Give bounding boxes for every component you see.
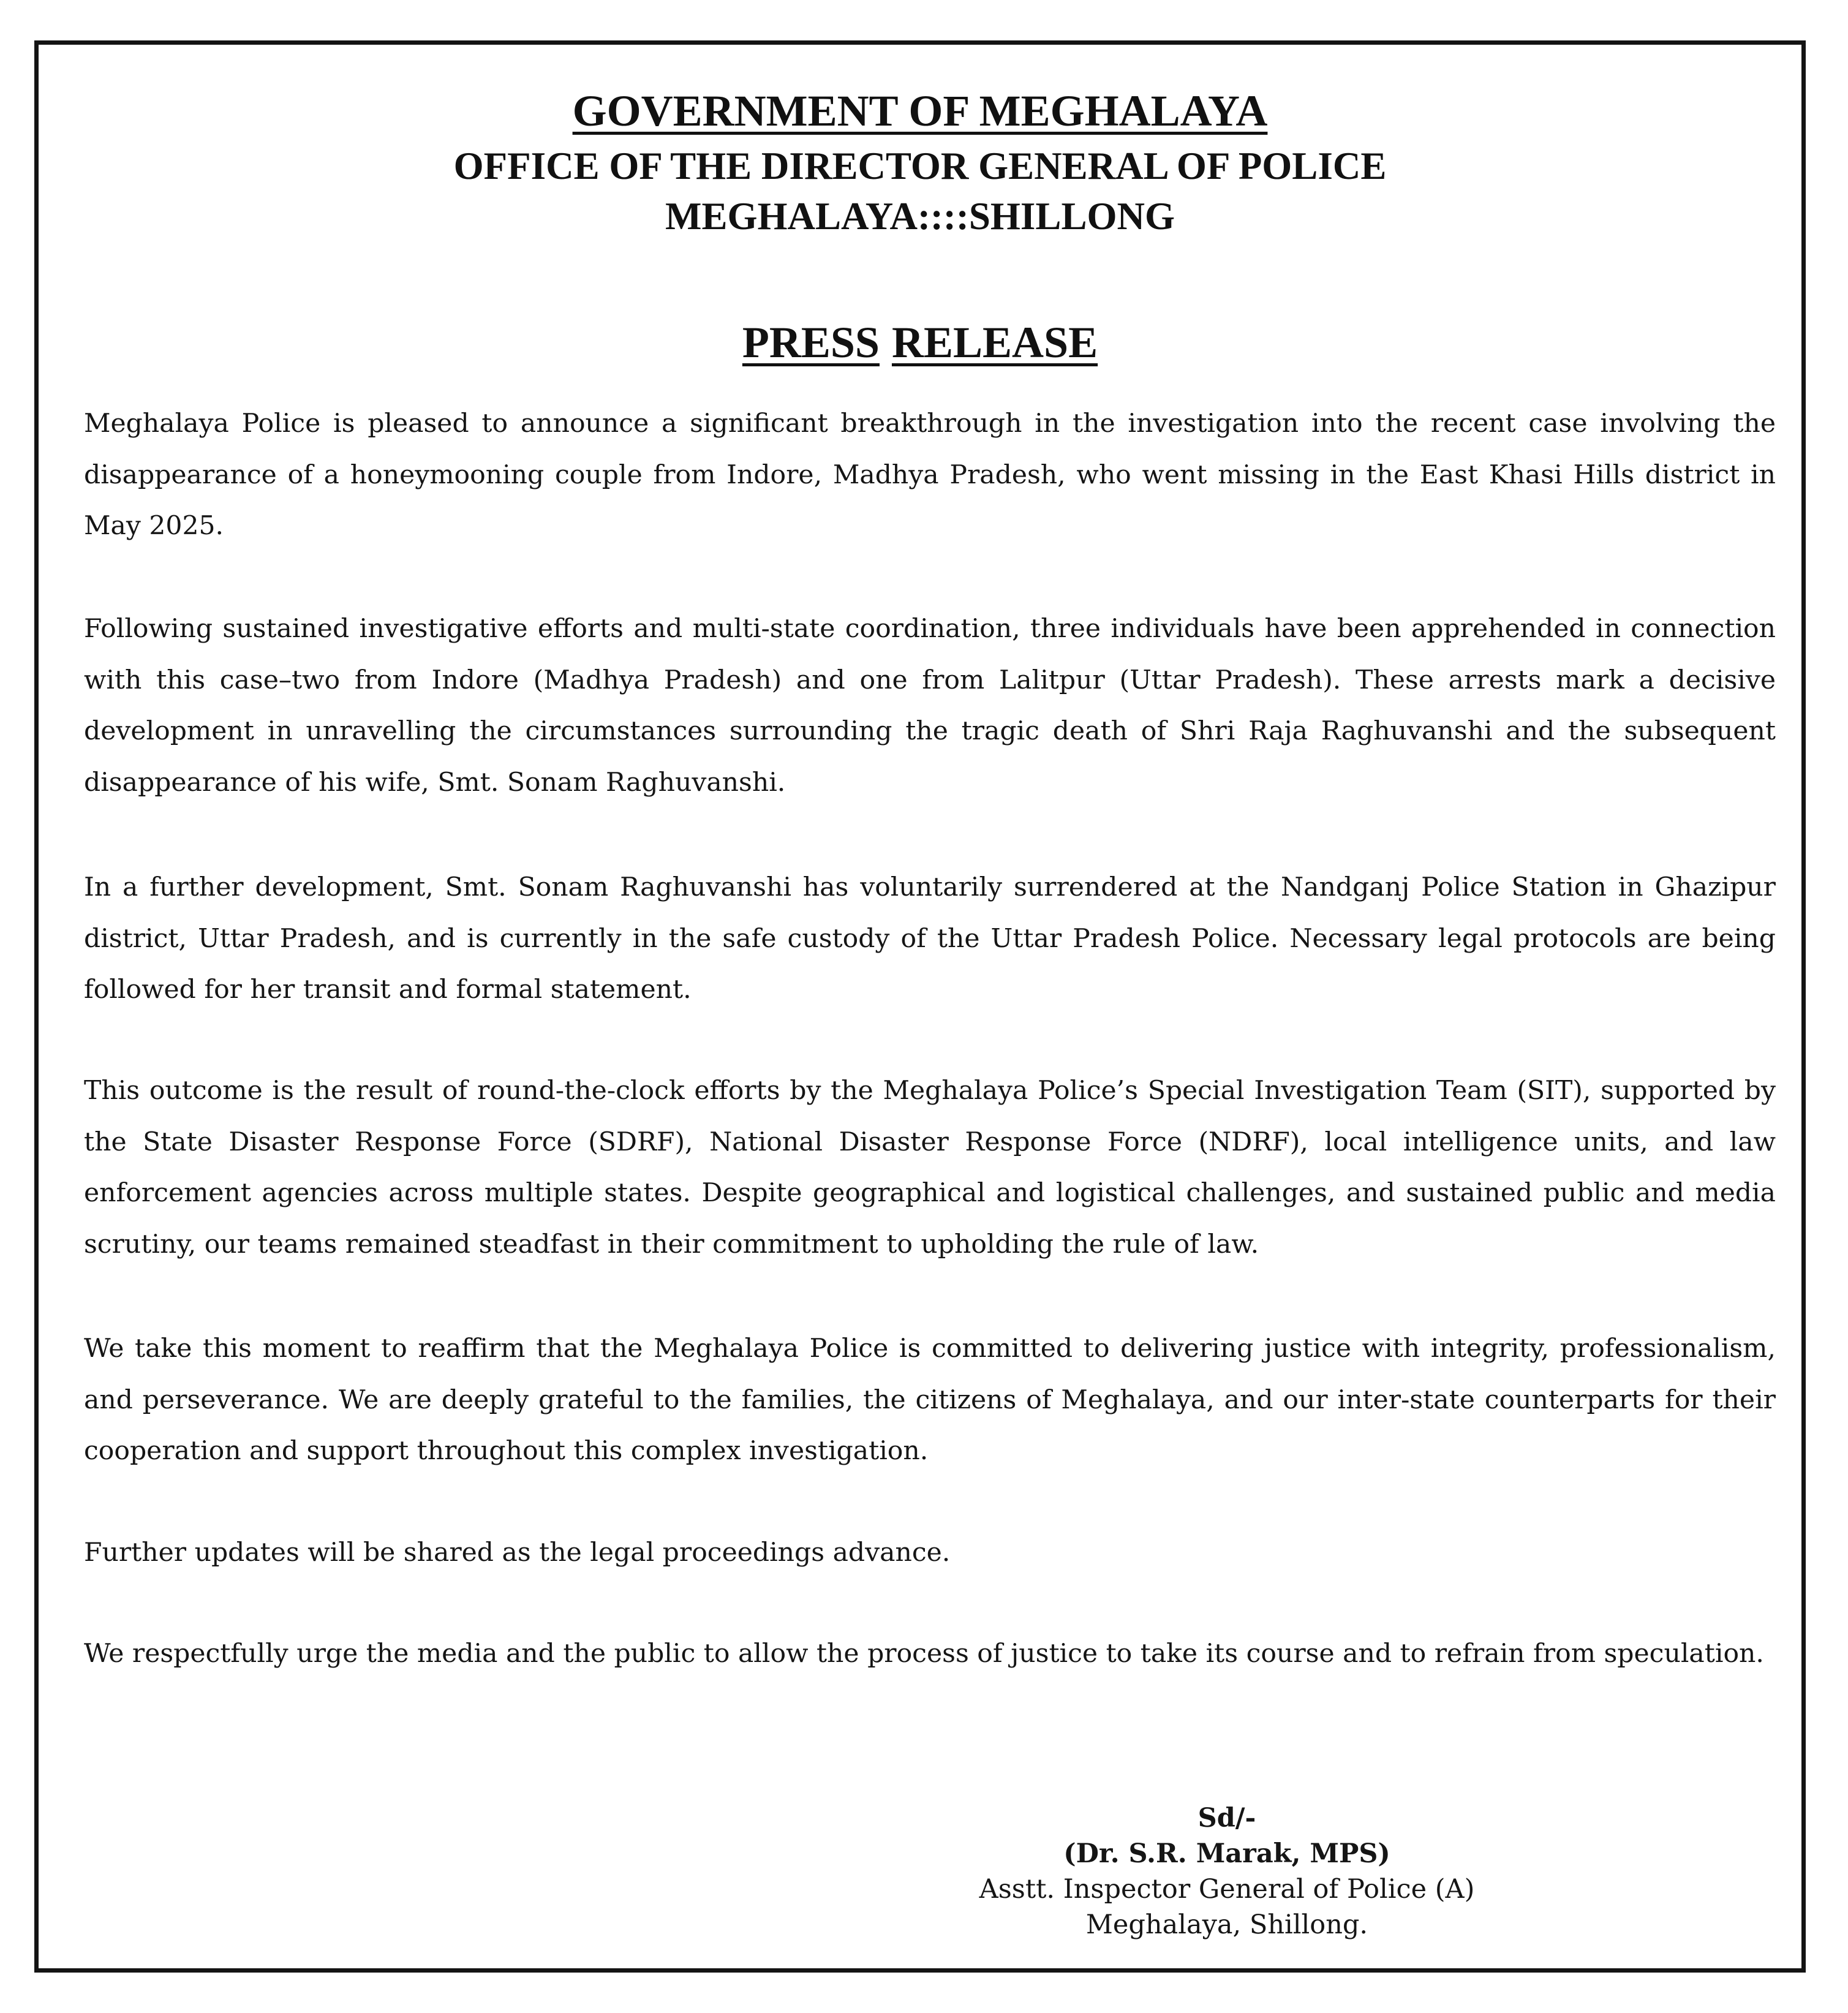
location-heading: MEGHALAYA::::SHILLONG xyxy=(665,195,1175,238)
signatory-place: Meghalaya, Shillong. xyxy=(1085,1909,1368,1940)
document-border xyxy=(34,40,1806,1973)
paragraph-surrender: In a further development, Smt. Sonam Raghuvanshi has voluntarily surrendered at the Nandganj Police Station in Ghazipur district, Uttar Pradesh, and is currently in the safe custody of the Uttar Pradesh Police. Necessary legal protocols are being followed for her transit and formal statement. xyxy=(84,872,1776,1005)
paragraph-arrests: Following sustained investigative efforts and multi-state coordination, three individuals have been apprehended in connection with this case–two from Indore (Madhya Pradesh) and one from Lalitpur (Uttar Pradesh). These arrests mark a decisive development in unravelling the circumstances surrounding the tragic death of Shri Raja Raghuvanshi and the subsequent disappearance of his wife, Smt. Sonam Raghuvanshi. xyxy=(84,614,1776,798)
title-word-press: PRESS xyxy=(742,318,880,367)
paragraph-efforts: This outcome is the result of round-the-clock efforts by the Meghalaya Police’s Special Investigation Team (SIT), supported by the State Disaster Response Force (SDRF), National Disaster Response Force (NDRF), local intelligence units, and law enforcement agencies across multiple states. Despite geographical and logistical challenges, and sustained public and media scrutiny, our teams remained steadfast in their commitment to upholding the rule of law. xyxy=(84,1076,1776,1260)
government-heading xyxy=(39,83,1801,138)
signatory-designation: Asstt. Inspector General of Police (A) xyxy=(979,1874,1475,1905)
government-heading-text: GOVERNMENT OF MEGHALAYA xyxy=(572,86,1268,135)
paragraph-appeal: We respectfully urge the media and the public to allow the process of justice to take its course and to refrain from speculation. xyxy=(84,1639,1764,1669)
paragraph-updates: Further updates will be shared as the legal proceedings advance. xyxy=(84,1538,951,1568)
signature-sd: Sd/- xyxy=(1197,1803,1256,1834)
signature-block xyxy=(786,1800,1668,1943)
signatory-name: (Dr. S.R. Marak, MPS) xyxy=(1063,1838,1390,1869)
office-heading: OFFICE OF THE DIRECTOR GENERAL OF POLICE xyxy=(453,145,1387,187)
press-release-title xyxy=(39,315,1801,370)
title-word-release: RELEASE xyxy=(891,318,1098,367)
paragraph-breakthrough: Meghalaya Police is pleased to announce a significant breakthrough in the investigation into the recent case involving the disappearance of a honeymooning couple from Indore, Madhya Pradesh, who went missing in the East Khasi Hills district in May 2025. xyxy=(84,409,1776,541)
paragraph-reaffirm: We take this moment to reaffirm that the Meghalaya Police is committed to delivering justice with integrity, professionalism, and perseverance. We are deeply grateful to the families, the citizens of Meghalaya, and our inter-state counterparts for their cooperation and support throughout this complex investigation. xyxy=(84,1334,1776,1466)
